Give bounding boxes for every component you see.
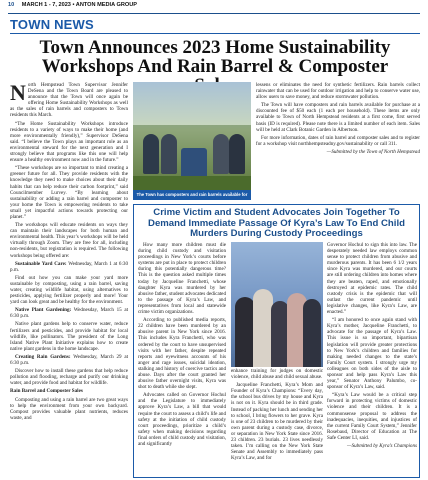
article-paragraph: “I am honored to once again stand with Kyra’s mother, Jacqueline Franchetti, to advocate for the passage of Kyra’s Law. This issue is so important, bipartisan legislation will provide greater protections to New York’s children and families for making needed changes to the state’s Family Court system. I strongly urge my colleagues on both sides of the aisle to sponsor and help pass Kyra’s Law this year,” Senator Anthony Palumbo, co-sponsor of Kyra’s Law, said. — [327, 317, 417, 391]
workshop-item: Native Plant Gardening: Wednesday, March 15 at 6:30 p.m. — [10, 307, 128, 320]
workshop-title: Creating Rain Gardens: — [15, 353, 71, 360]
article-lede: North Hempstead Town Supervisor Jennifer DeSena and the Town Board are pleased to announce that the Town will once again be offering Home Sustainability Workshops as well as the sales of rain barrels and composters to Town residents this March. — [10, 82, 128, 119]
article-paragraph: “These workshops are so important to mind creating a greener future for all. They provide residents with the knowledge they need to make choices about their daily habits that can help reduce their carbon footprint,” said Councilmember Lurvey. “By learning about sustainability or adding a rain barrel and composter to your home the Town is empowering residents to take small yet impactful actions towards protecting our planet.” — [10, 165, 128, 220]
section-rule — [10, 33, 420, 34]
rain-barrel-photo — [133, 82, 251, 190]
article-paragraph: enhance training for judges on domestic violence, child abuse and child sexual abuse. — [231, 368, 323, 381]
kyras-law-column-1 — [138, 242, 226, 474]
article-paragraph: The workshops will educate residents on ways they can maintain their landscapes for both human and environmental health. This year’s workshops will be held virtually through Zoom. They are free for all, including non-residents, but registration is required. The following workshops being offered are: — [10, 222, 128, 259]
article-paragraph: Discover how to install these gardens that help reduce pollution and flooding, recharge and purify our drinking water, and provide food and habitat for wildlife. — [10, 368, 128, 387]
article-paragraph: Jacqueline Franchetti, Kyra’s Mom and Founder of Kyra’s Champions: “Every day, the school bus drives by my house and Kyra is not on it. Kyra should be in third grade. Instead of packing her lunch and sending her to school, I bring flowers to her grave. Kyra is one of 23 children to be murdered by their own parent during a custody case, divorce, or separation in New York State since 2016. 23 children. 23 burials. 23 lives needlessly taken. I’m calling on the New York State Senate and Assembly to immediately pass Kyra’s Law, and for — [231, 382, 323, 462]
workshop-item: Creating Rain Gardens: Wednesday, March 29 at 6:30 p.m. — [10, 353, 128, 367]
article-paragraph: For more information, dates of rain barrel and composter sales and to register for a workshop visit northhempsteadny.gov/sustainability or call 311. — [256, 134, 420, 147]
article-column-1 — [10, 82, 128, 476]
subhead: Rain Barrel and Composter Sales — [10, 388, 83, 395]
article-signature: —Submitted by Kyra’s Champions — [347, 443, 417, 449]
article-column-3 — [256, 82, 420, 202]
workshop-title: Native Plant Gardening: — [15, 307, 72, 314]
photo-caption: The Town has composters and rain barrels available for purchase. — [133, 190, 251, 200]
article-signature: —Submitted by the Town of North Hempstead — [326, 148, 420, 155]
kyras-law-column-2 — [231, 368, 323, 476]
article-paragraph: The Town will have composters and rain barrels available for purchase at a discounted fee of $50 each (1 each per household). These items are only available to Town of North Hempstead residents at a first come, first served basis (ID is required). Please note there is a limited number of each item. Sales will be held at Clark Botanic Garden in Albertson. — [256, 102, 420, 133]
section-title: TOWN NEWS — [10, 17, 94, 32]
kyras-law-column-3 — [327, 242, 417, 474]
article-paragraph: Native plant gardens help to conserve water, reduce fertilizers and pesticides, and provide habitat for local wildlife, like pollinators. The president of the Long Island Native Plant Initiative explains how to create native plant gardens in the home landscape. — [10, 321, 128, 352]
page-number: 10 — [8, 2, 15, 8]
article-paragraph: According to published media reports, 22 children have been murdered by an abusive parent in New York since 2016. This includes Kyra Franchetti, who was ordered by the court to have unsupervised visits with her father, despite repeated reports and eyewitness accounts of his anger and rage issues, suicidal ideation, stalking and history of coercive tactics and abuse. Days after the court granted her abusive father overnight visits, Kyra was shot to death while she slept. — [138, 317, 226, 391]
drop-cap: N — [10, 82, 26, 105]
workshop-title: Sustainable Yard Care: — [15, 260, 67, 267]
edition-line: MARCH 1 - 7, 2023 • ANTON MEDIA GROUP — [21, 2, 137, 8]
article-paragraph: Composting and using a rain barrel are two great ways to help the environment from your own backyard. Compost provides valuable plant nutrients, reduces waste, and — [10, 396, 128, 421]
article-paragraph: “Kyra’s Law would be a critical step forward in protecting victims of domestic violence and their children. It is a commonsense proposal to address the inadequacies, inequities, and injustices of the current Family Court System,” Jennifer Rosebaud, Director of Education at The Safe Center LI, said. — [327, 392, 417, 441]
article-paragraph: “The Home Sustainability Workshops introduce residents to a variety of ways to make their home (and more environmentally friendly),” Supervisor DeSena said. “I believe the Town plays an important role as an environmental steward for the next generation and I strongly believe that programs like this one will help ensure a healthy environment now and in the future.” — [10, 120, 128, 164]
article-headline: Town Announces 2023 Home Sustainability Workshops And Rain Barrel & Composter — [39, 37, 391, 77]
article-paragraph: Advocates called on Governor Hochul and the Legislature to immediately approve Kyra’s Law, a bill that would require the court to assess a child’s life and safety at the initiation of child custody court proceedings, prioritize a child’s safety when making decisions regarding final orders of child custody and visitation, and significantly — [138, 392, 226, 447]
advocates-photo — [231, 242, 323, 367]
article-paragraph: How many more children must die during child custody and visitation proceedings in New York’s courts before systems are put in place to protect children during this potentially dangerous time? This is the question asked multiple times today by Jacqueline Franchetti, whose daughter Kyra was murdered by her abusive father, student advocates dedicated to the passage of Kyra’s Law, and representatives from local and statewide crime victim organizations. — [138, 242, 226, 316]
kyras-law-headline: Crime Victim and Student Advocates Join Together To Demand Immediate Passage Of Kyra’s Law To End Child Murders During Custody Proceedings — [148, 207, 405, 239]
header-rule — [8, 13, 420, 14]
article-paragraph: Find out how you can make your yard more sustainable by composting, using a rain barrel, saving water, creating wildlife habitat, using alternatives to pesticides, applying fertilizer properly and more! Your yard can look great and be healthy for the environment. — [10, 274, 128, 306]
article-paragraph: Governor Hochul to sign this into law. The desperately needed law employs common sense to protect children from abusive and murderous parents. It has been 6 1/2 years since Kyra was murdered, and our courts are still ordering children into homes where they are beaten, raped, and emotionally destroyed at epidemic rates. The child custody crisis is the epidemic that will outlast the current pandemic until legislative changes, like Kyra’s Law, are enacted.” — [327, 242, 417, 316]
workshop-item: Sustainable Yard Care: Wednesday, March 1 at 6:30 p.m. — [10, 260, 128, 273]
article-paragraph: lessens or eliminates the need for synthetic fertilizers. Rain barrels collect rainwater that can be used for outdoor irrigation and help to conserve water use, allow users to save money, and reduce stormwater pollution. — [256, 82, 420, 101]
